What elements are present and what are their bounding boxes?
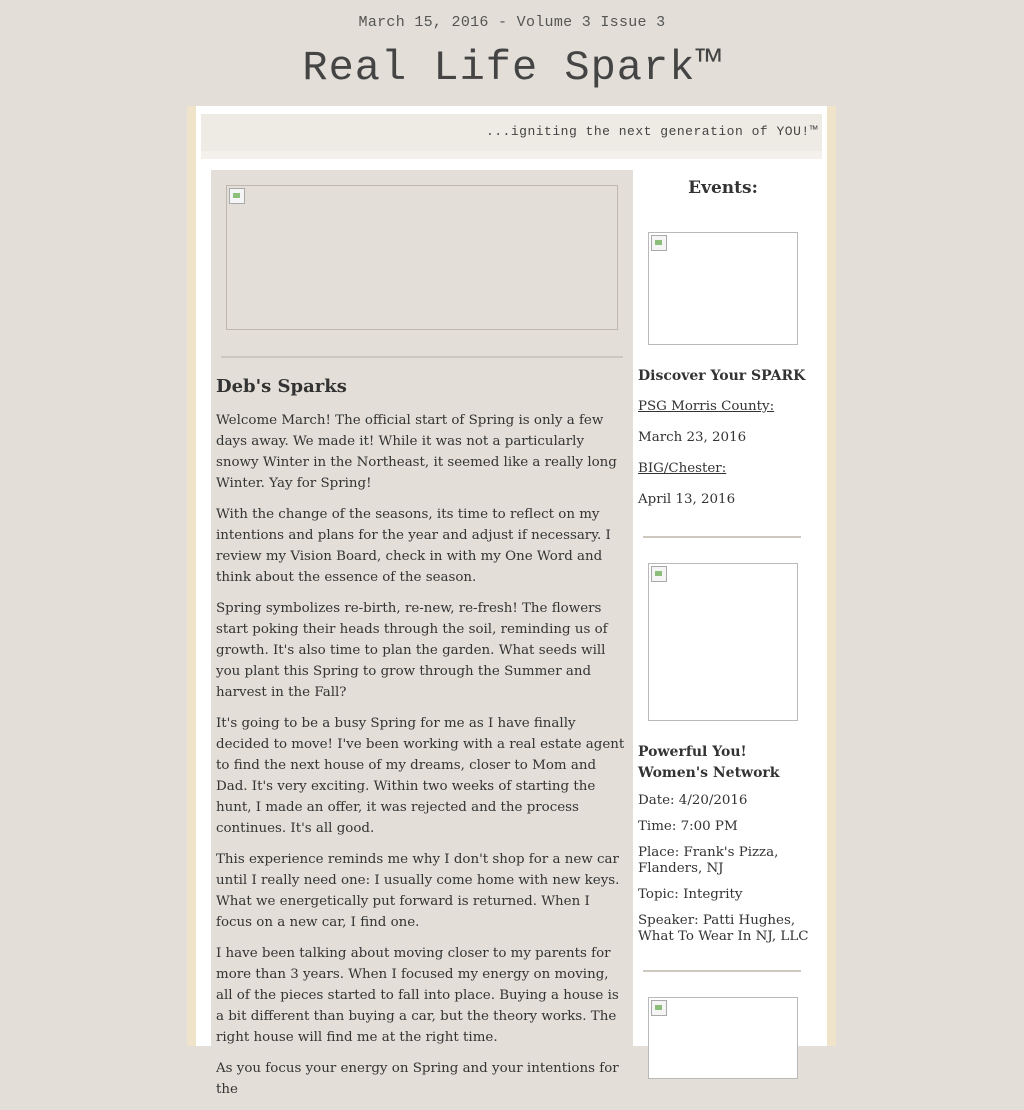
event-image [648,563,798,721]
sidebar-divider [643,536,801,538]
events-sidebar [633,170,813,1050]
events-heading: Events: [688,178,758,198]
event-title: Discover Your SPARK [638,368,806,384]
event-location-link[interactable]: PSG Morris County: [638,399,775,414]
article-paragraph: I have been talking about moving closer to my parents for more than 3 years. When I focused my energy on moving, all of the pieces started to fall into place. Buying a house is a bit different than buying a car, but the theory works. The right house will find me at the right time. [216,946,619,1045]
broken-image-icon [651,235,667,251]
article-paragraph: As you focus your energy on Spring and your intentions for the [216,1061,619,1097]
main-column [211,170,633,1097]
event-place: Place: Frank's Pizza, Flanders, NJ [638,845,779,876]
article-body [216,410,628,1110]
event-image [648,232,798,345]
date-line: March 15, 2016 - Volume 3 Issue 3 [358,14,666,31]
event-date: Date: 4/20/2016 [638,793,748,808]
article-paragraph: With the change of the seasons, its time to reflect on my intentions and plans for the year and adjust if necessary. I review my Vision Board, check in with my One Word and think about the essence of the season. [216,507,611,585]
event-time: Time: 7:00 PM [638,819,738,834]
tagline-bar [201,114,822,159]
article-paragraph: This experience reminds me why I don't shop for a new car until I really need one: I usually come home with new keys. What we energetically put forward is returned. When I focus on a new car, I find one. [216,852,620,930]
sidebar-divider [643,970,801,972]
event-date: April 13, 2016 [638,492,736,507]
article-title: Deb's Sparks [216,376,347,397]
site-title: Real Life Spark™ [302,44,722,92]
article-paragraph: It's going to be a busy Spring for me as I have finally decided to move! I've been working with a real estate agent to find the next house of my dreams, closer to Mom and Dad. It's very exciting. Within two weeks of starting the hunt, I made an offer, it was rejected and the process continues. It's all good. [216,716,625,836]
event-title: Powerful You! Women's Network [638,744,780,781]
broken-image-icon [651,1000,667,1016]
tagline: ...igniting the next generation of YOU!™ [485,124,818,139]
event-location-link[interactable]: BIG/Chester: [638,461,727,476]
event-speaker: Speaker: Patti Hughes, What To Wear In NJ, LLC [638,913,809,944]
broken-image-icon [651,566,667,582]
hero-image [226,185,618,330]
event-image [648,997,798,1079]
event-topic: Topic: Integrity [638,887,743,902]
article-paragraph: Welcome March! The official start of Spring is only a few days away. We made it! While it was not a particularly snowy Winter in the Northeast, it seemed like a really long Winter. Yay for Spring! [216,413,617,491]
article-paragraph: Spring symbolizes re-birth, re-new, re-fresh! The flowers start poking their heads through the soil, reminding us of growth. It's also time to plan the garden. What seeds will you plant this Spring to grow through the Summer and harvest in the Fall? [216,601,608,700]
broken-image-icon [229,188,245,204]
section-divider [221,356,623,358]
event-date: March 23, 2016 [638,430,747,445]
